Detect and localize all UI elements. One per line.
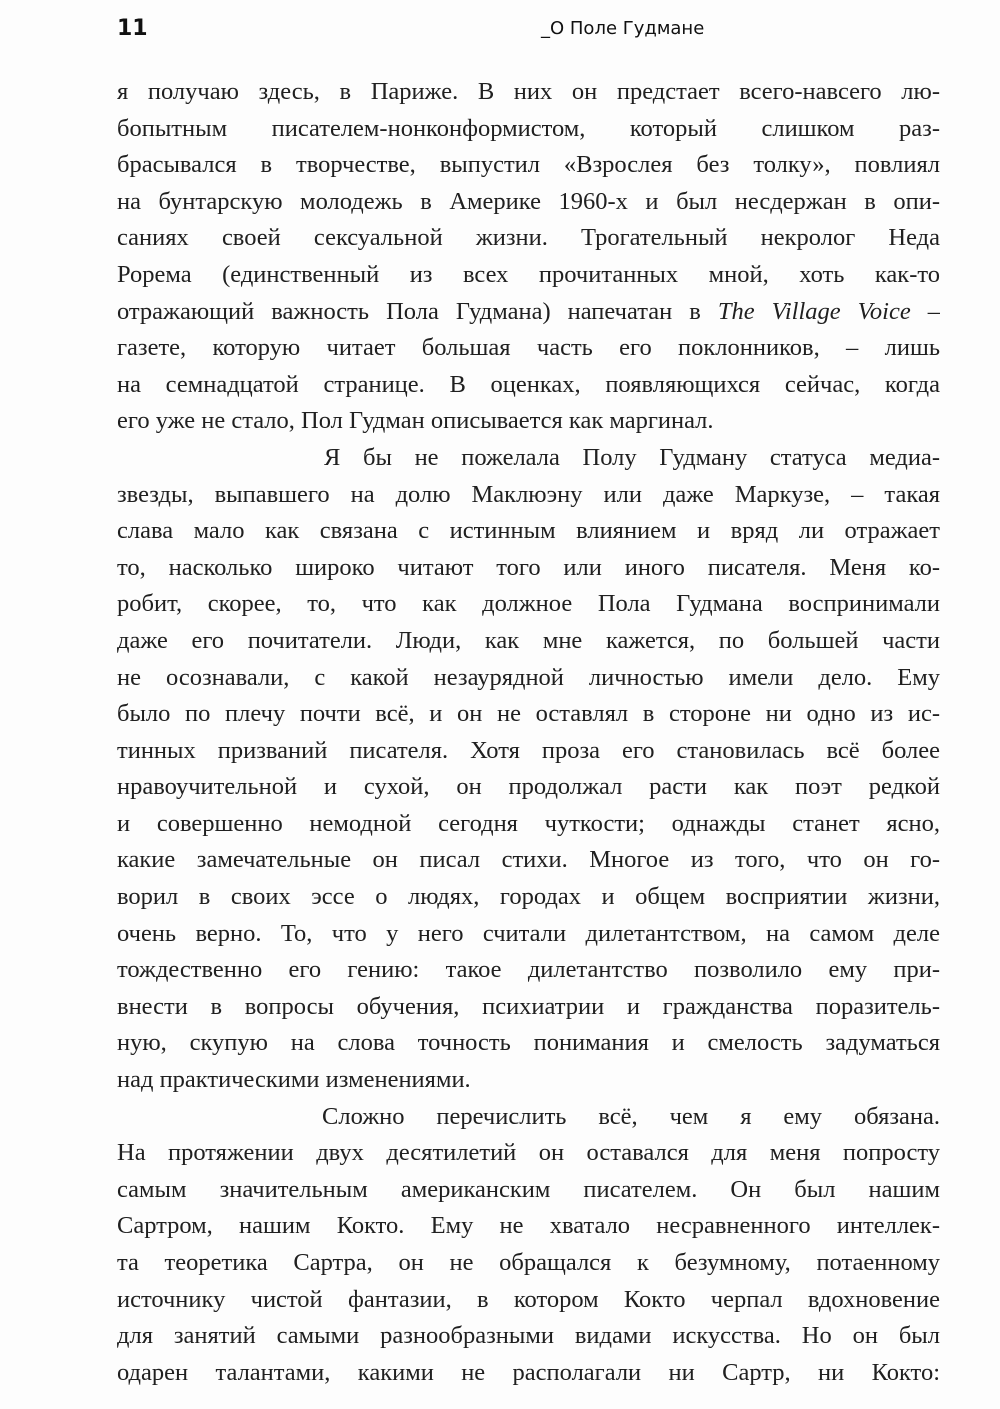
text-line: Рорема (единственный из всех прочитанных мной, хоть как-то bbox=[117, 260, 940, 288]
text-line: ную, скупую на слова точность понимания и смелость задуматься bbox=[117, 1029, 940, 1057]
text-line: самым значительным американским писателем. Он был нашим bbox=[117, 1175, 940, 1203]
text-line: источнику чистой фантазии, в котором Кокто черпал вдохновение bbox=[117, 1285, 940, 1313]
text-line: робит, скорее, то, что как должное Пола Гудмана воспринимали bbox=[117, 590, 940, 618]
paragraph-1 bbox=[117, 74, 940, 440]
text-line: газете, которую читает большая часть его поклонников, – лишь bbox=[117, 334, 940, 362]
text-line: бопытным писателем-нонконформистом, который слишком раз- bbox=[117, 114, 940, 142]
text-line: та теоретика Сартра, он не обращался к безумному, потаенному bbox=[117, 1249, 940, 1276]
text-line-part: отражающий важность Пола Гудмана) напечатан в bbox=[117, 297, 701, 325]
text-line: на бунтарскую молодежь в Америке 1960-х и был несдержан в опи- bbox=[117, 187, 940, 215]
text-line-with-title bbox=[117, 294, 940, 331]
text-line: слава мало как связана с истинным влиянием и вряд ли отражает bbox=[117, 517, 940, 545]
text-line: на семнадцатой странице. В оценках, появляющихся сейчас, когда bbox=[117, 370, 940, 398]
text-line: На протяжении двух десятилетий он оставался для меня попросту bbox=[117, 1139, 940, 1167]
text-line: звезды, выпавшего на долю Маклюэну или даже Маркузе, – такая bbox=[117, 480, 940, 508]
text-line: над практическими изменениями. bbox=[117, 1066, 471, 1094]
text-line: тождественно его гению: такое дилетантство позволило ему при- bbox=[117, 956, 940, 984]
text-line: не осознавали, с какой незаурядной личностью имели дело. Ему bbox=[117, 663, 940, 691]
text-line: его уже не стало, Пол Гудман описывается как маргинал. bbox=[117, 407, 714, 435]
text-line: Я бы не пожелала Полу Гудману статуса медиа- bbox=[324, 443, 940, 471]
text-line: нравоучительной и сухой, он продолжал расти как поэт редкой bbox=[117, 773, 940, 801]
text-line: брасывался в творчестве, выпустил «Взрослея без толку», повлиял bbox=[117, 151, 940, 179]
text-line: даже его почитатели. Люди, как мне кажется, по большей части bbox=[117, 626, 940, 654]
body-text bbox=[117, 74, 940, 1391]
running-head: _О Поле Гудмане bbox=[541, 18, 705, 39]
text-line: Сартром, нашим Кокто. Ему не хватало несравненного интеллек- bbox=[117, 1212, 940, 1240]
page-number: 11 bbox=[117, 16, 148, 41]
text-line: и совершенно немодной сегодня чуткости; однажды станет ясно, bbox=[117, 809, 940, 837]
text-line: саниях своей сексуальной жизни. Трогательный некролог Неда bbox=[117, 224, 940, 252]
text-line: то, насколько широко читают того или иного писателя. Меня ко- bbox=[117, 553, 940, 581]
text-line: было по плечу почти всё, и он не оставлял в стороне ни одно из ис- bbox=[117, 700, 940, 728]
text-line: одарен талантами, какими не располагали ни Сартр, ни Кокто: bbox=[117, 1358, 940, 1386]
text-line: для занятий самыми разнообразными видами искусства. Но он был bbox=[117, 1322, 940, 1350]
text-line: тинных призваний писателя. Хотя проза его становилась всё более bbox=[117, 736, 940, 764]
text-line: какие замечательные он писал стихи. Многое из того, что он го- bbox=[117, 846, 940, 874]
dash: – bbox=[910, 297, 940, 325]
text-line: очень верно. То, что у него считали дилетантством, на самом деле bbox=[117, 919, 940, 947]
text-line: я получаю здесь, в Париже. В них он предстает всего-навсего лю- bbox=[117, 78, 940, 105]
text-line: Сложно перечислить всё, чем я ему обязана. bbox=[322, 1102, 940, 1130]
newspaper-title: The Village Voice bbox=[717, 297, 911, 325]
paragraph-2 bbox=[117, 440, 940, 1099]
paragraph-3 bbox=[117, 1099, 940, 1392]
text-line: внести в вопросы обучения, психиатрии и гражданства поразитель- bbox=[117, 992, 940, 1020]
text-line: ворил в своих эссе о людях, городах и общем восприятии жизни, bbox=[117, 883, 940, 911]
